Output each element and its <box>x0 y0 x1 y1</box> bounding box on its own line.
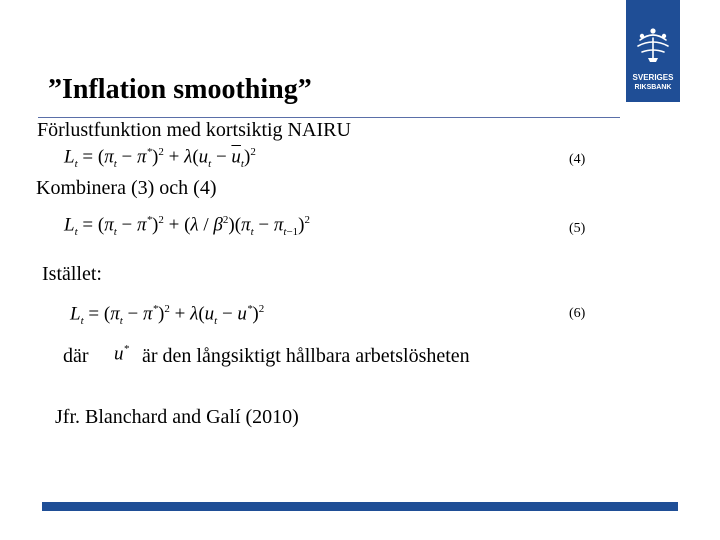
text-instead: Istället: <box>42 263 102 285</box>
text-dar: där <box>63 345 89 367</box>
text-reference: Jfr. Blanchard and Galí (2010) <box>55 406 299 428</box>
equation-6: $L_t = (\pi_t - \pi^*)^2 + \lambda(u_t - u^*)^2$ <box>70 303 265 328</box>
title-divider <box>38 117 620 118</box>
text-loss-function-nairu: Förlustfunktion med kortsiktig NAIRU <box>37 119 351 141</box>
logo-line-riksbank: RIKSBANK <box>634 84 672 91</box>
slide-title: ”Inflation smoothing” <box>48 74 312 105</box>
symbol-u-star: u* <box>114 343 129 365</box>
text-dar-description: är den långsiktigt hållbara arbetslösheten <box>142 345 470 367</box>
equation-5: $L_t = (\pi_t - \pi^*)^2 + (\lambda / \beta^2)(\pi_t - \pi_{t-1})^2$ <box>64 214 310 239</box>
logo-line-sveriges: SVERIGES <box>632 73 674 82</box>
crown-emblem-icon <box>626 0 680 72</box>
footer-bar <box>42 502 678 511</box>
equation-5-number: (5) <box>569 221 586 236</box>
equation-4-number: (4) <box>569 152 586 167</box>
equation-4: $L_t = (\pi_t - \pi^*)^2 + \lambda(u_t - \overline{u}_t)^2$ <box>64 146 256 171</box>
riksbank-logo <box>626 0 680 102</box>
equation-6-number: (6) <box>569 306 586 321</box>
text-combine: Kombinera (3) och (4) <box>36 177 217 199</box>
